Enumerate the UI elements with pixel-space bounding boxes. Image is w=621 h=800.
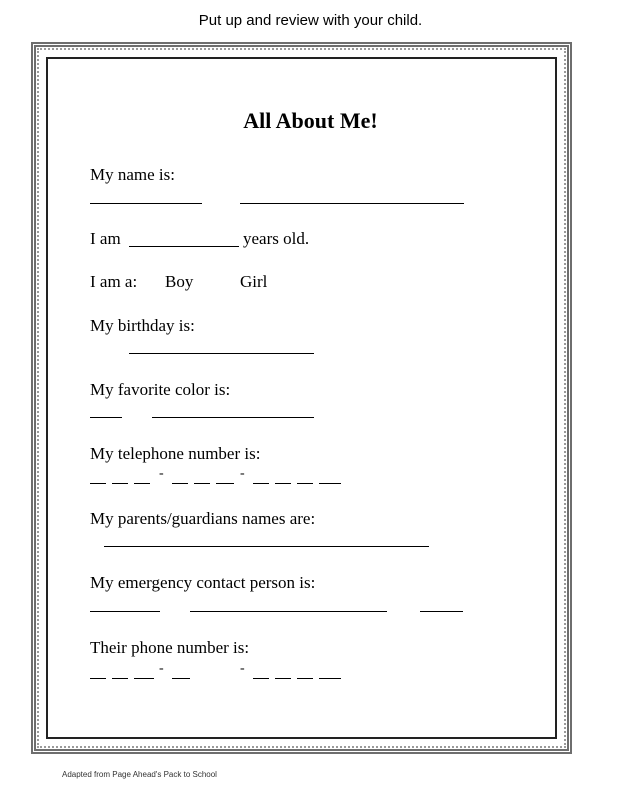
- gender-option-girl[interactable]: Girl: [240, 272, 268, 291]
- their-phone-digit-line[interactable]: [275, 678, 291, 679]
- their-phone-digit-line[interactable]: [134, 678, 154, 679]
- phone-digit-line[interactable]: [216, 483, 234, 484]
- footer-credit: Adapted from Page Ahead's Pack to School: [62, 770, 217, 779]
- phone-digit-line[interactable]: [172, 483, 188, 484]
- phone-digit-line[interactable]: [319, 483, 341, 484]
- their-phone-hyphen: -: [159, 661, 164, 676]
- last-name-line[interactable]: [240, 203, 464, 204]
- birthday-line[interactable]: [129, 353, 314, 354]
- emergency-line[interactable]: [90, 611, 160, 612]
- birthday-label: My birthday is:: [90, 316, 195, 335]
- form-title: All About Me!: [243, 108, 378, 133]
- their-phone-digit-line[interactable]: [172, 678, 190, 679]
- color-label: My favorite color is:: [90, 380, 231, 399]
- their-phone-digit-line[interactable]: [112, 678, 128, 679]
- emergency-label: My emergency contact person is:: [90, 573, 316, 592]
- gender-option-boy[interactable]: Boy: [165, 272, 194, 291]
- age-suffix: years old.: [243, 229, 310, 248]
- their-phone-digit-line[interactable]: [319, 678, 341, 679]
- phone-digit-line[interactable]: [134, 483, 150, 484]
- phone-label: My telephone number is:: [90, 444, 261, 463]
- phone-digit-line[interactable]: [297, 483, 313, 484]
- emergency-line[interactable]: [190, 611, 387, 612]
- phone-digit-line[interactable]: [275, 483, 291, 484]
- phone-digit-line[interactable]: [253, 483, 269, 484]
- their-phone-hyphen: -: [240, 661, 245, 676]
- their-phone-digit-line[interactable]: [253, 678, 269, 679]
- their-phone-digit-line[interactable]: [90, 678, 106, 679]
- emergency-line[interactable]: [420, 611, 463, 612]
- parents-line[interactable]: [104, 546, 429, 547]
- phone-hyphen: -: [240, 466, 245, 481]
- page-instruction: Put up and review with your child.: [198, 12, 423, 29]
- phone-digit-line[interactable]: [194, 483, 210, 484]
- age-line[interactable]: [129, 246, 239, 247]
- phone-hyphen: -: [159, 466, 164, 481]
- gender-label: I am a:: [90, 272, 138, 291]
- name-label: My name is:: [90, 165, 175, 184]
- their-phone-label: Their phone number is:: [90, 638, 250, 657]
- age-prefix: I am: [90, 229, 121, 248]
- parents-label: My parents/guardians names are:: [90, 509, 316, 528]
- color-short-line[interactable]: [90, 417, 122, 418]
- first-name-line[interactable]: [90, 203, 202, 204]
- color-line[interactable]: [152, 417, 314, 418]
- their-phone-digit-line[interactable]: [297, 678, 313, 679]
- phone-digit-line[interactable]: [90, 483, 106, 484]
- phone-digit-line[interactable]: [112, 483, 128, 484]
